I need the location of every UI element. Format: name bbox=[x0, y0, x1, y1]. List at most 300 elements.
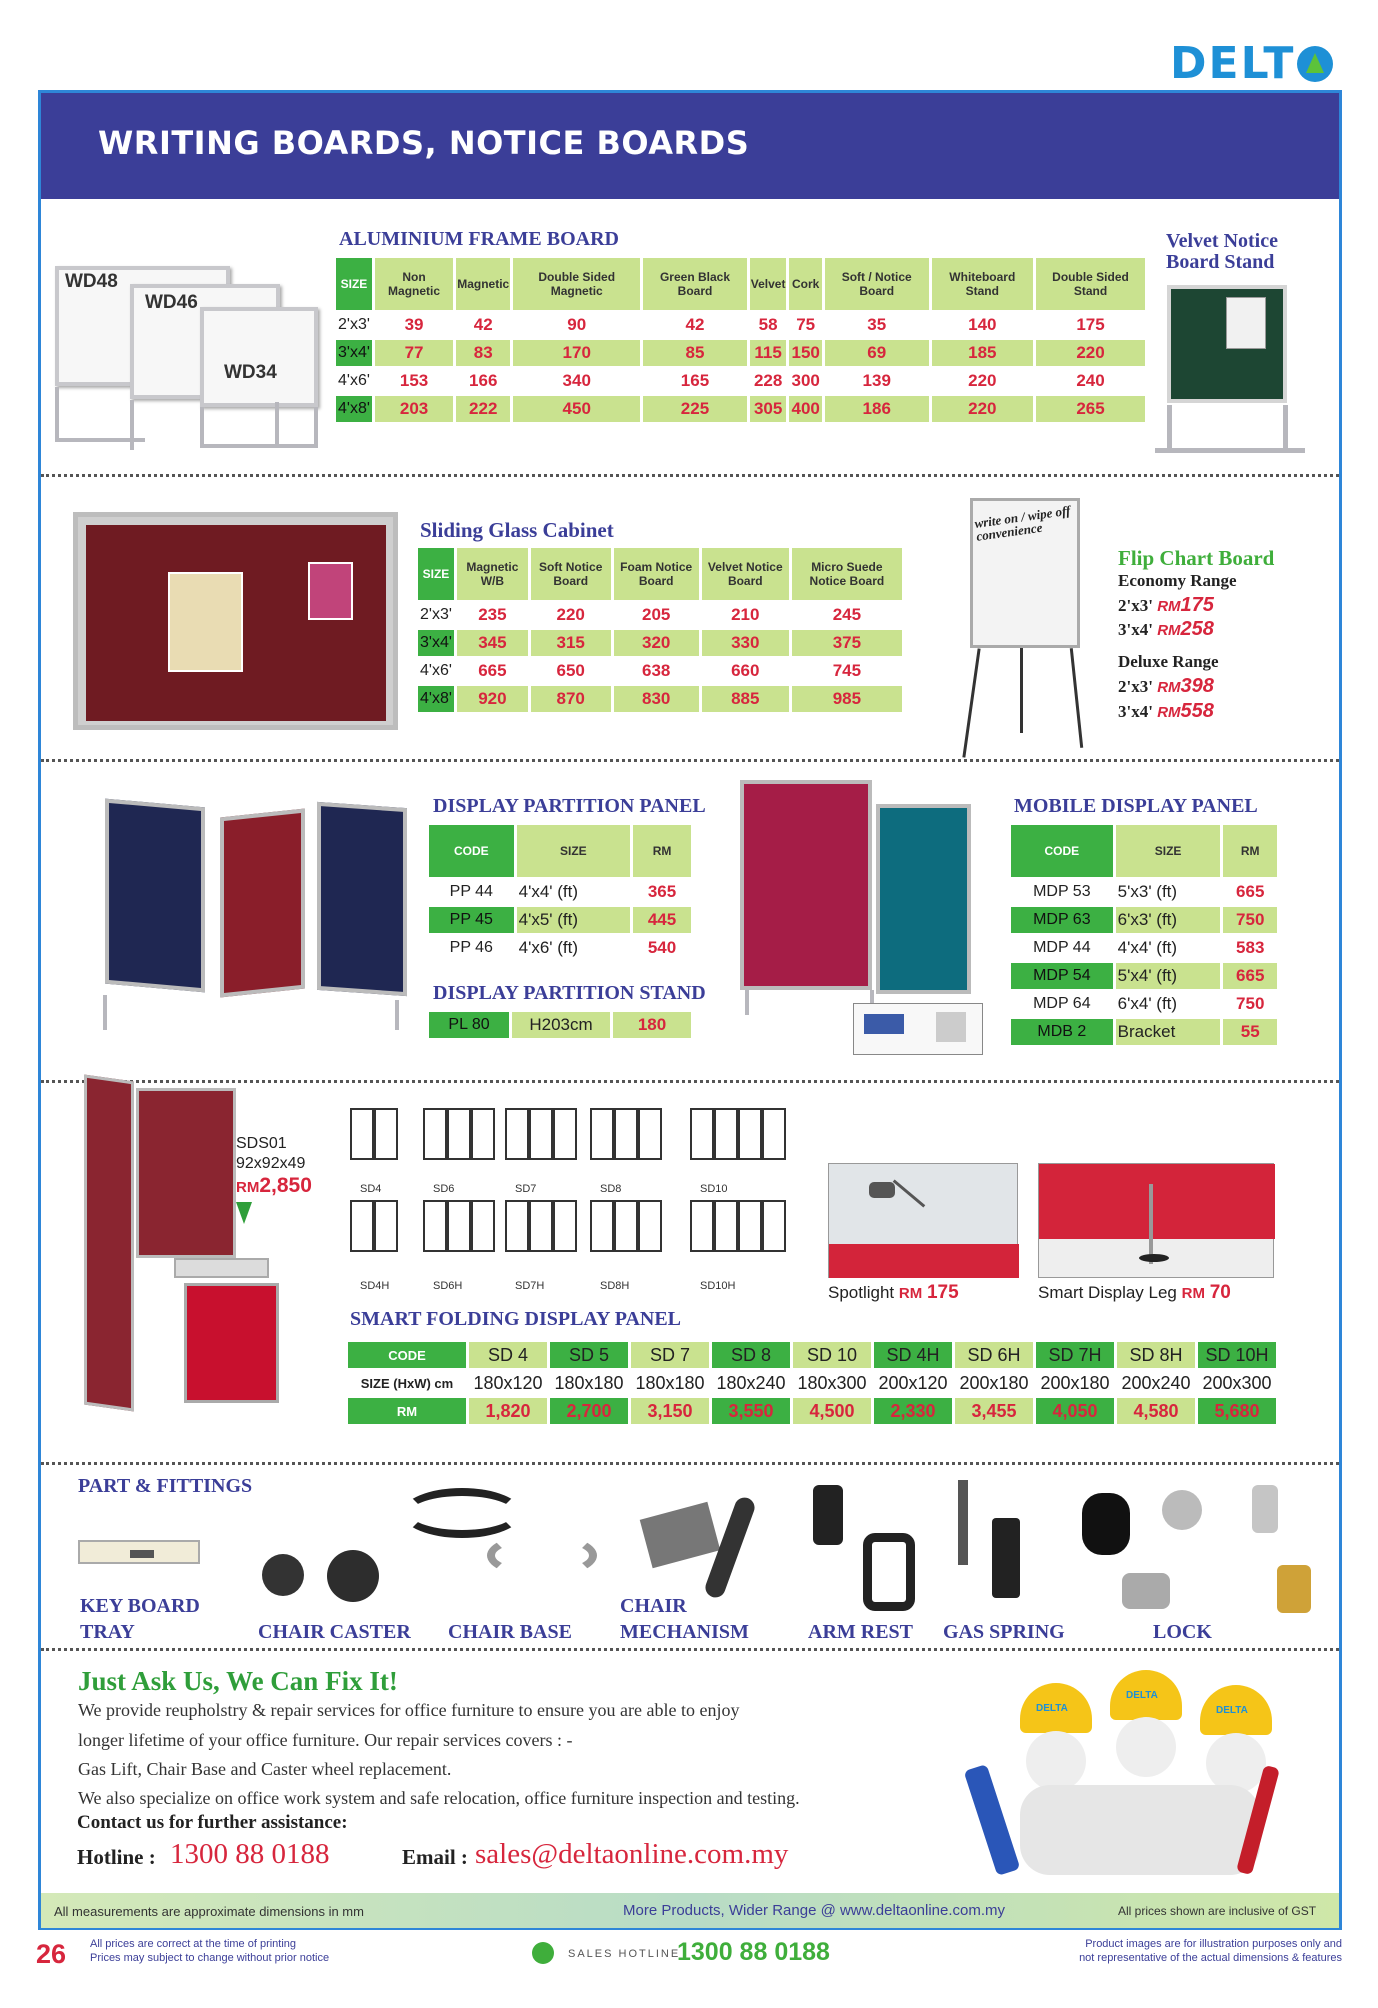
price-note-1: All prices are correct at the time of printing bbox=[90, 1938, 297, 1950]
rm-prefix: RM bbox=[1157, 598, 1181, 615]
table-row bbox=[1011, 991, 1277, 1017]
column-header: Velvet bbox=[750, 258, 787, 310]
folding-panel-icon bbox=[762, 1108, 786, 1160]
stand-price: 180 bbox=[613, 1012, 691, 1038]
folding-panel-icon bbox=[690, 1108, 714, 1160]
folding-panel-icon bbox=[553, 1108, 577, 1160]
folding-panel-label: SD8H bbox=[600, 1280, 630, 1292]
table-cell: 4'x6' (ft) bbox=[518, 938, 579, 957]
table-cell: 186 bbox=[825, 396, 929, 422]
helmet-text-3: DELTA bbox=[1216, 1705, 1248, 1716]
table-cell: 240 bbox=[1076, 371, 1105, 390]
table-cell: 375 bbox=[792, 630, 902, 656]
smart-leg-photo bbox=[1038, 1163, 1274, 1278]
price-cell: 5,680 bbox=[1198, 1398, 1276, 1424]
column-header: Double Sided Stand bbox=[1036, 258, 1145, 310]
table-cell: 42 bbox=[685, 315, 705, 334]
table-cell: 4'x5' (ft) bbox=[517, 907, 630, 933]
footer-website-note[interactable]: More Products, Wider Range @ www.deltaonline.com.my bbox=[623, 1902, 1006, 1919]
part-label-tray: TRAY bbox=[80, 1621, 135, 1643]
sds-dims: 92x92x49 bbox=[236, 1155, 306, 1172]
gas-spring-photo bbox=[948, 1480, 1038, 1610]
repair-title: Just Ask Us, We Can Fix It! bbox=[78, 1666, 398, 1696]
folding-panel-label: SD10 bbox=[700, 1183, 728, 1195]
table-cell: 222 bbox=[456, 396, 510, 422]
sds-price bbox=[236, 1174, 312, 1198]
table-cell: 175 bbox=[1076, 315, 1105, 334]
table-header-row bbox=[418, 548, 902, 600]
folding-panel-icon bbox=[762, 1200, 786, 1252]
folding-panel-label: SD6H bbox=[433, 1280, 463, 1292]
table-row bbox=[418, 630, 902, 656]
sds-code: SDS01 bbox=[236, 1135, 287, 1152]
table-cell: 265 bbox=[1036, 396, 1145, 422]
code-cell: SD 4H bbox=[874, 1342, 952, 1368]
column-header: Velvet Notice Board bbox=[702, 548, 789, 600]
column-header: Green Black Board bbox=[643, 258, 747, 310]
table-cell: 55 bbox=[1223, 1019, 1277, 1045]
folding-panel-label: SD7H bbox=[515, 1280, 545, 1292]
table-row bbox=[336, 312, 1145, 338]
table-cell: 300 bbox=[791, 371, 820, 390]
deluxe-price-value-1: 398 bbox=[1180, 675, 1214, 697]
size-cell: 200x240 bbox=[1121, 1372, 1191, 1393]
column-header: Micro Suede Notice Board bbox=[792, 548, 902, 600]
table-cell: 140 bbox=[968, 315, 997, 334]
code-cell: SD 7 bbox=[631, 1342, 709, 1368]
folding-panel-icon bbox=[350, 1200, 374, 1252]
code-cell: SD 10H bbox=[1198, 1342, 1276, 1368]
disclaimer-1: Product images are for illustration purposes only and bbox=[1085, 1938, 1342, 1950]
column-header: Non Magnetic bbox=[375, 258, 453, 310]
lock-photo bbox=[1082, 1485, 1322, 1625]
divider bbox=[41, 1648, 1339, 1651]
table-cell: 985 bbox=[792, 686, 902, 712]
stand-code: PL 80 bbox=[429, 1012, 509, 1038]
column-header: Cork bbox=[789, 258, 821, 310]
table-row bbox=[429, 879, 691, 905]
helmet-text-1: DELTA bbox=[1036, 1703, 1068, 1714]
sizes-row bbox=[348, 1370, 1276, 1396]
folding-panel-icon bbox=[350, 1108, 374, 1160]
table-cell: 870 bbox=[531, 686, 611, 712]
price-note-2: Prices may subject to change without prior notice bbox=[90, 1952, 330, 1964]
table-cell: 6'x4' (ft) bbox=[1117, 994, 1178, 1013]
folding-panel-label: SD8 bbox=[600, 1183, 622, 1195]
deluxe-price-value-2: 558 bbox=[1180, 700, 1214, 722]
column-header: CODE bbox=[429, 825, 514, 877]
folding-panel-label: SD6 bbox=[433, 1183, 455, 1195]
rm-prefix: RM bbox=[236, 1179, 260, 1196]
folding-panel-icon bbox=[738, 1200, 762, 1252]
economy-price-2 bbox=[1118, 618, 1214, 641]
bracket-inset-photo bbox=[853, 1003, 983, 1055]
codes-row bbox=[348, 1342, 1276, 1368]
folding-panel-icon bbox=[423, 1200, 447, 1252]
table-cell: 39 bbox=[404, 315, 424, 334]
table-row bbox=[418, 686, 902, 712]
chair-mechanism-photo bbox=[640, 1495, 785, 1610]
table-cell: 445 bbox=[633, 907, 691, 933]
folding-panel-icon bbox=[614, 1108, 638, 1160]
folding-panel-icon bbox=[614, 1200, 638, 1252]
table-cell: 90 bbox=[567, 315, 587, 334]
table-cell: 305 bbox=[750, 396, 787, 422]
table-cell: 885 bbox=[702, 686, 789, 712]
deluxe-price-2 bbox=[1118, 700, 1214, 723]
table-cell: 205 bbox=[641, 605, 671, 624]
keyboard-tray-photo bbox=[78, 1520, 200, 1575]
chair-base-photo bbox=[392, 1488, 602, 1598]
table-row bbox=[418, 658, 902, 684]
spotlight-price: 175 bbox=[926, 1282, 959, 1303]
folding-panel-icon bbox=[638, 1108, 662, 1160]
sales-hotline-icon bbox=[532, 1942, 554, 1964]
velvet-stand-title-2: Board Stand bbox=[1166, 251, 1275, 273]
pointer-arrow-icon bbox=[236, 1202, 252, 1224]
deluxe-size-2: 3'x4' bbox=[1118, 702, 1153, 721]
folding-panel-icon bbox=[714, 1200, 738, 1252]
economy-range-label: Economy Range bbox=[1118, 571, 1237, 590]
sliding-cabinet-photo bbox=[73, 512, 398, 730]
column-header: Magnetic W/B bbox=[457, 548, 528, 600]
flip-chart-scribble: write on / wipe off convenience bbox=[973, 502, 1072, 544]
delta-logo-icon bbox=[1297, 46, 1333, 82]
table-row bbox=[429, 1012, 691, 1038]
velvet-stand-photo bbox=[1150, 283, 1310, 465]
rm-prefix: RM bbox=[1157, 704, 1181, 721]
column-header: RM bbox=[1223, 825, 1277, 877]
table-cell: 83 bbox=[456, 340, 510, 366]
table-cell: 166 bbox=[469, 371, 498, 390]
table-row bbox=[1011, 935, 1277, 961]
table-row bbox=[1011, 1019, 1277, 1045]
partition-stand-table bbox=[426, 1010, 694, 1040]
folding-panel-icon bbox=[423, 1108, 447, 1160]
table-cell: MDP 63 bbox=[1011, 907, 1113, 933]
code-cell: SD 8 bbox=[712, 1342, 790, 1368]
table-cell: 42 bbox=[473, 315, 493, 334]
table-header-row bbox=[336, 258, 1145, 310]
column-header: Foam Notice Board bbox=[614, 548, 699, 600]
code-cell: SD 10 bbox=[793, 1342, 871, 1368]
table-cell: 4'x8' bbox=[336, 396, 372, 422]
sales-hotline-number[interactable]: 1300 88 0188 bbox=[677, 1938, 830, 1966]
table-cell: 35 bbox=[867, 315, 887, 334]
table-cell: 638 bbox=[641, 661, 671, 680]
footer-left-note: All measurements are approximate dimensions in mm bbox=[54, 1904, 364, 1919]
folding-panel-icon bbox=[738, 1108, 762, 1160]
size-cell: 180x120 bbox=[473, 1372, 543, 1393]
page-title: WRITING BOARDS, NOTICE BOARDS bbox=[98, 124, 750, 162]
divider bbox=[41, 474, 1339, 477]
table-cell: 450 bbox=[513, 396, 640, 422]
table-cell: 115 bbox=[750, 340, 787, 366]
smart-leg-label bbox=[1038, 1282, 1231, 1304]
folding-panel-icon bbox=[590, 1108, 614, 1160]
mobile-panel-table bbox=[1008, 823, 1280, 1047]
table-row bbox=[418, 602, 902, 628]
table-cell: 58 bbox=[758, 315, 778, 334]
economy-price-value-1: 175 bbox=[1180, 594, 1214, 616]
folding-panel-icon bbox=[374, 1108, 398, 1160]
table-row bbox=[336, 396, 1145, 422]
disclaimer-2: not representative of the actual dimensions & features bbox=[1079, 1952, 1342, 1964]
table-cell: 245 bbox=[832, 605, 862, 624]
code-cell: SD 7H bbox=[1036, 1342, 1114, 1368]
rm-prefix: RM bbox=[1181, 1285, 1205, 1302]
repair-line-3: Gas Lift, Chair Base and Caster wheel replacement. bbox=[78, 1759, 452, 1779]
folding-panel-icon bbox=[529, 1200, 553, 1252]
label-wd46: WD46 bbox=[145, 292, 198, 313]
price-cell: 1,820 bbox=[469, 1398, 547, 1424]
size-cell: 180x240 bbox=[716, 1372, 786, 1393]
repair-line-4: We also specialize on office work system and safe relocation, office furniture inspection and testing. bbox=[78, 1788, 800, 1808]
table-cell: MDB 2 bbox=[1011, 1019, 1113, 1045]
chair-caster-photo bbox=[262, 1540, 382, 1605]
code-cell: SD 5 bbox=[550, 1342, 628, 1368]
column-header: SIZE bbox=[517, 825, 630, 877]
table-cell: 210 bbox=[731, 605, 760, 624]
economy-size-1: 2'x3' bbox=[1118, 596, 1153, 615]
divider bbox=[41, 759, 1339, 762]
column-header: Soft / Notice Board bbox=[825, 258, 929, 310]
economy-size-2: 3'x4' bbox=[1118, 620, 1153, 639]
table-cell: PP 46 bbox=[449, 939, 493, 956]
price-cell: 2,330 bbox=[874, 1398, 952, 1424]
table-cell: 85 bbox=[643, 340, 747, 366]
sds-price-value: 2,850 bbox=[259, 1174, 312, 1197]
rm-prefix: RM bbox=[898, 1285, 923, 1302]
column-header: SIZE bbox=[336, 258, 372, 310]
table-cell: 4'x8' bbox=[418, 686, 454, 712]
table-cell: 365 bbox=[647, 882, 677, 901]
table-cell: 4'x4' (ft) bbox=[518, 882, 579, 901]
repair-line-2: longer lifetime of your office furniture. Our repair services covers : - bbox=[78, 1730, 573, 1750]
prices-row bbox=[348, 1398, 1276, 1424]
table-cell: 3'x4' bbox=[418, 630, 454, 656]
folding-panel-label: SD7 bbox=[515, 1183, 537, 1195]
size-header: SIZE (HxW) cm bbox=[360, 1375, 454, 1391]
table-cell: 185 bbox=[932, 340, 1033, 366]
table-cell: 400 bbox=[789, 396, 821, 422]
table-cell: 745 bbox=[832, 661, 862, 680]
folding-panel-icon bbox=[590, 1200, 614, 1252]
table-cell: 5'x3' (ft) bbox=[1117, 882, 1178, 901]
rm-header: RM bbox=[348, 1398, 466, 1424]
table-cell: 650 bbox=[556, 661, 585, 680]
price-cell: 4,050 bbox=[1036, 1398, 1114, 1424]
page-number: 26 bbox=[36, 1939, 67, 1969]
email-label: Email : bbox=[402, 1845, 468, 1869]
economy-price-1 bbox=[1118, 594, 1214, 617]
table-cell: MDP 53 bbox=[1033, 883, 1091, 900]
smart-leg-text: Smart Display Leg bbox=[1038, 1283, 1177, 1302]
table-cell: 153 bbox=[399, 371, 429, 390]
table-cell: 920 bbox=[457, 686, 528, 712]
aluminium-price-table bbox=[333, 256, 1148, 424]
table-cell: 4'x4' (ft) bbox=[1117, 938, 1178, 957]
table-cell: 203 bbox=[375, 396, 453, 422]
table-row bbox=[429, 907, 691, 933]
repair-figures-illustration bbox=[960, 1665, 1280, 1890]
code-cell: SD 4 bbox=[469, 1342, 547, 1368]
table-row bbox=[336, 368, 1145, 394]
sliding-cabinet-price-table bbox=[415, 546, 905, 714]
smart-folding-title: SMART FOLDING DISPLAY PANEL bbox=[350, 1308, 682, 1330]
table-cell: 77 bbox=[375, 340, 453, 366]
sales-hotline-label: SALES HOTLINE bbox=[568, 1948, 681, 1960]
email-address[interactable]: sales@deltaonline.com.my bbox=[475, 1838, 789, 1870]
folding-panel-icon bbox=[447, 1200, 471, 1252]
table-cell: 220 bbox=[1036, 340, 1145, 366]
folding-panel-label: SD4 bbox=[360, 1183, 382, 1195]
helmet-text-2: DELTA bbox=[1126, 1690, 1158, 1701]
table-cell: PP 45 bbox=[429, 907, 514, 933]
parts-title: PART & FITTINGS bbox=[78, 1475, 253, 1497]
price-cell: 3,550 bbox=[712, 1398, 790, 1424]
column-header: SIZE bbox=[1116, 825, 1221, 877]
table-cell: 220 bbox=[556, 605, 585, 624]
price-cell: 4,500 bbox=[793, 1398, 871, 1424]
contact-label: Contact us for further assistance: bbox=[77, 1812, 348, 1833]
price-cell: 3,150 bbox=[631, 1398, 709, 1424]
table-cell: 6'x3' (ft) bbox=[1116, 907, 1221, 933]
partition-panel-photo bbox=[95, 795, 415, 1035]
folding-panel-icon bbox=[505, 1200, 529, 1252]
table-cell: 2'x3' bbox=[420, 606, 452, 623]
table-cell: 75 bbox=[796, 315, 816, 334]
table-row bbox=[1011, 879, 1277, 905]
folding-panel-icon bbox=[714, 1108, 738, 1160]
folding-panel-label: SD4H bbox=[360, 1280, 390, 1292]
table-cell: 540 bbox=[647, 938, 677, 957]
table-cell: 665 bbox=[478, 661, 507, 680]
table-row bbox=[336, 340, 1145, 366]
velvet-stand-title-1: Velvet Notice bbox=[1166, 230, 1278, 252]
table-header-row bbox=[429, 825, 691, 877]
size-cell: 200x180 bbox=[1040, 1372, 1110, 1393]
table-cell: 220 bbox=[932, 396, 1033, 422]
table-cell: 4'x6' bbox=[420, 662, 452, 679]
table-cell: 660 bbox=[731, 661, 760, 680]
partition-panel-table bbox=[426, 823, 694, 963]
aluminium-title: ALUMINIUM FRAME BOARD bbox=[339, 228, 619, 250]
table-cell: 330 bbox=[702, 630, 789, 656]
folding-panel-icon bbox=[471, 1108, 495, 1160]
spotlight-label bbox=[828, 1282, 959, 1304]
table-cell: 139 bbox=[862, 371, 891, 390]
part-label-chair-base: CHAIR BASE bbox=[448, 1621, 572, 1643]
table-cell: 225 bbox=[643, 396, 747, 422]
delta-logo: DELT bbox=[1170, 38, 1333, 89]
price-cell: 4,580 bbox=[1117, 1398, 1195, 1424]
table-cell: 228 bbox=[753, 371, 783, 390]
table-cell: PP 44 bbox=[449, 883, 493, 900]
table-cell: 750 bbox=[1236, 994, 1265, 1013]
price-cell: 3,455 bbox=[955, 1398, 1033, 1424]
table-cell: 5'x4' (ft) bbox=[1116, 963, 1221, 989]
table-row bbox=[1011, 907, 1277, 933]
price-cell: 2,700 bbox=[550, 1398, 628, 1424]
flip-chart-title: Flip Chart Board bbox=[1118, 546, 1275, 570]
label-wd48: WD48 bbox=[65, 271, 118, 292]
folding-panel-icon bbox=[529, 1108, 553, 1160]
table-cell: 665 bbox=[1223, 963, 1277, 989]
rm-prefix: RM bbox=[1157, 679, 1181, 696]
folding-panel-label: SD10H bbox=[700, 1280, 736, 1292]
table-cell: 220 bbox=[968, 371, 997, 390]
table-cell: 665 bbox=[1236, 882, 1265, 901]
code-cell: SD 6H bbox=[955, 1342, 1033, 1368]
table-row bbox=[1011, 963, 1277, 989]
stand-size: H203cm bbox=[512, 1012, 610, 1038]
size-cell: 200x120 bbox=[878, 1372, 948, 1393]
sliding-cabinet-title: Sliding Glass Cabinet bbox=[420, 518, 614, 542]
table-cell: 830 bbox=[614, 686, 699, 712]
partition-panel-title: DISPLAY PARTITION PANEL bbox=[433, 795, 706, 817]
part-label-arm-rest: ARM REST bbox=[808, 1621, 914, 1643]
table-cell: 320 bbox=[614, 630, 699, 656]
column-header: RM bbox=[633, 825, 691, 877]
part-label-lock: LOCK bbox=[1153, 1621, 1212, 1643]
column-header: SIZE bbox=[418, 548, 454, 600]
table-cell: MDP 44 bbox=[1033, 939, 1091, 956]
folding-panel-icon bbox=[505, 1108, 529, 1160]
divider bbox=[41, 1462, 1339, 1465]
deluxe-price-1 bbox=[1118, 675, 1214, 698]
table-header-row bbox=[1011, 825, 1277, 877]
table-cell: MDP 64 bbox=[1033, 995, 1091, 1012]
repair-line-1: We provide reupholstry & repair services for office furniture to ensure you are able to enjoy bbox=[78, 1700, 740, 1720]
label-wd34: WD34 bbox=[224, 362, 277, 383]
table-cell: 165 bbox=[680, 371, 710, 390]
table-cell: 315 bbox=[531, 630, 611, 656]
deluxe-size-1: 2'x3' bbox=[1118, 677, 1153, 696]
spotlight-text: Spotlight bbox=[828, 1283, 895, 1302]
table-cell: 2'x3' bbox=[338, 316, 370, 333]
table-cell: 150 bbox=[789, 340, 821, 366]
code-cell: SD 8H bbox=[1117, 1342, 1195, 1368]
footer-gst-note: All prices shown are inclusive of GST bbox=[1118, 1904, 1317, 1918]
folding-panel-icon bbox=[447, 1108, 471, 1160]
folding-panel-icon bbox=[553, 1200, 577, 1252]
hotline-number[interactable]: 1300 88 0188 bbox=[170, 1838, 330, 1870]
part-label-mechanism: MECHANISM bbox=[620, 1621, 749, 1643]
size-cell: 200x300 bbox=[1202, 1372, 1272, 1393]
arm-rest-photo bbox=[808, 1485, 923, 1615]
column-header: Soft Notice Board bbox=[531, 548, 611, 600]
folding-panel-icon bbox=[471, 1200, 495, 1252]
spotlight-photo bbox=[828, 1163, 1018, 1278]
smart-leg-price: 70 bbox=[1209, 1282, 1231, 1303]
part-label-gas-spring: GAS SPRING bbox=[943, 1621, 1065, 1643]
hotline-label: Hotline : bbox=[77, 1845, 156, 1869]
size-cell: 180x300 bbox=[797, 1372, 867, 1393]
smart-folding-table bbox=[345, 1340, 1279, 1426]
part-label-chair-caster: CHAIR CASTER bbox=[258, 1621, 411, 1643]
size-cell: 200x180 bbox=[959, 1372, 1029, 1393]
table-cell: 170 bbox=[513, 340, 640, 366]
table-cell: 3'x4' bbox=[336, 340, 372, 366]
column-header: Magnetic bbox=[456, 258, 510, 310]
table-cell: 750 bbox=[1223, 907, 1277, 933]
partition-stand-title: DISPLAY PARTITION STAND bbox=[433, 982, 706, 1004]
code-header: CODE bbox=[348, 1342, 466, 1368]
column-header: Whiteboard Stand bbox=[932, 258, 1033, 310]
folding-panel-icon bbox=[690, 1200, 714, 1252]
folding-panel-icon bbox=[638, 1200, 662, 1252]
